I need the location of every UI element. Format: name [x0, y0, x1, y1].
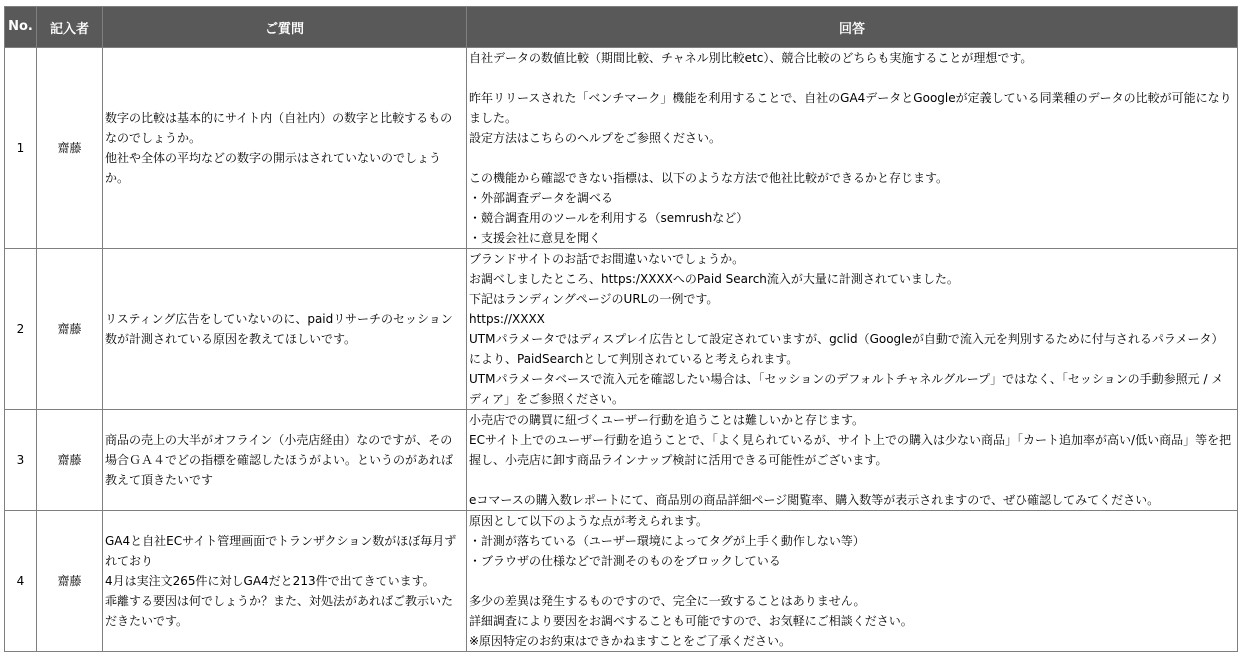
qa-table	[4, 6, 1238, 652]
table-row[interactable]	[5, 410, 1238, 511]
header-row	[5, 7, 1238, 48]
row-author: 齋藤	[37, 48, 103, 249]
row-question: 数字の比較は基本的にサイト内（自社内）の数字と比較するものなのでしょうか。 他社や全体の平均などの数字の開示はされていないのでしょうか。	[103, 48, 467, 249]
header-answer: 回答	[467, 7, 1238, 48]
row-number: 2	[5, 249, 37, 410]
header-author: 記入者	[37, 7, 103, 48]
row-answer: 小売店での購買に紐づくユーザー行動を追うことは難しいかと存じます。 ECサイト上でのユーザー行動を追うことで、「よく見られているが、サイト上での購入は少ない商品」「カート追加率が高い/低い商品」等を把握し、小売店に卸す商品ラインナップ検討に活用できる可能性がございます。 eコマースの購入数レポートにて、商品別の商品詳細ページ閲覧率、購入数等が表示されますので、ぜひ確認してみてください。	[467, 410, 1238, 511]
table-row[interactable]	[5, 48, 1238, 249]
row-author: 齋藤	[37, 249, 103, 410]
row-number: 4	[5, 511, 37, 652]
row-author: 齋藤	[37, 511, 103, 652]
table-row[interactable]	[5, 511, 1238, 652]
row-author: 齋藤	[37, 410, 103, 511]
row-number: 1	[5, 48, 37, 249]
row-answer: 原因として以下のような点が考えられます。 ・計測が落ちている（ユーザー環境によってタグが上手く動作しない等） ・ブラウザの仕様などで計測そのものをブロックしている 多少の差異は発生するものですので、完全に一致することはありません。 詳細調査により要因をお調べすることも可能ですので、お気軽にご相談ください。 ※原因特定のお約束はできかねますことをご了承ください。	[467, 511, 1238, 652]
header-question: ご質問	[103, 7, 467, 48]
row-question: リスティング広告をしていないのに、paidリサーチのセッション数が計測されている原因を教えてほしいです。	[103, 249, 467, 410]
row-question: 商品の売上の大半がオフライン（小売店経由）なのですが、その場合ＧＡ４でどの指標を確認したほうがよい。というのがあれば教えて頂きたいです	[103, 410, 467, 511]
row-answer: ブランドサイトのお話でお間違いないでしょうか。 お調べしましたところ、https:/XXXXへのPaid Search流入が大量に計測されていました。 下記はランディングページのURLの一例です。 https://XXXX UTMパラメータではディスプレイ広告として設定されていますが、gclid（Googleが自動で流入元を判別するために付与されるパラメータ）により、PaidSearchとして判別されていると考えられます。 UTMパラメータベースで流入元を確認したい場合は、「セッションのデフォルトチャネルグループ」ではなく、「セッションの手動参照元 / メディア」をご参照ください。	[467, 249, 1238, 410]
row-question: GA4と自社ECサイト管理画面でトランザクション数がほぼ毎月ずれており 4月は実注文265件に対しGA4だと213件で出てきています。 乖離する要因は何でしょうか？また、対処法があればご教示いただきたいです。	[103, 511, 467, 652]
header-no: No.	[5, 7, 37, 48]
table-row[interactable]	[5, 249, 1238, 410]
row-answer: 自社データの数値比較（期間比較、チャネル別比較etc）、競合比較のどちらも実施することが理想です。 昨年リリースされた「ベンチマーク」機能を利用することで、自社のGA4データとGoogleが定義している同業種のデータの比較が可能になりました。 設定方法はこちらのヘルプをご参照ください。 この機能から確認できない指標は、以下のような方法で他社比較ができるかと存じます。 ・外部調査データを調べる ・競合調査用のツールを利用する（semrushなど） ・支援会社に意見を聞く	[467, 48, 1238, 249]
row-number: 3	[5, 410, 37, 511]
